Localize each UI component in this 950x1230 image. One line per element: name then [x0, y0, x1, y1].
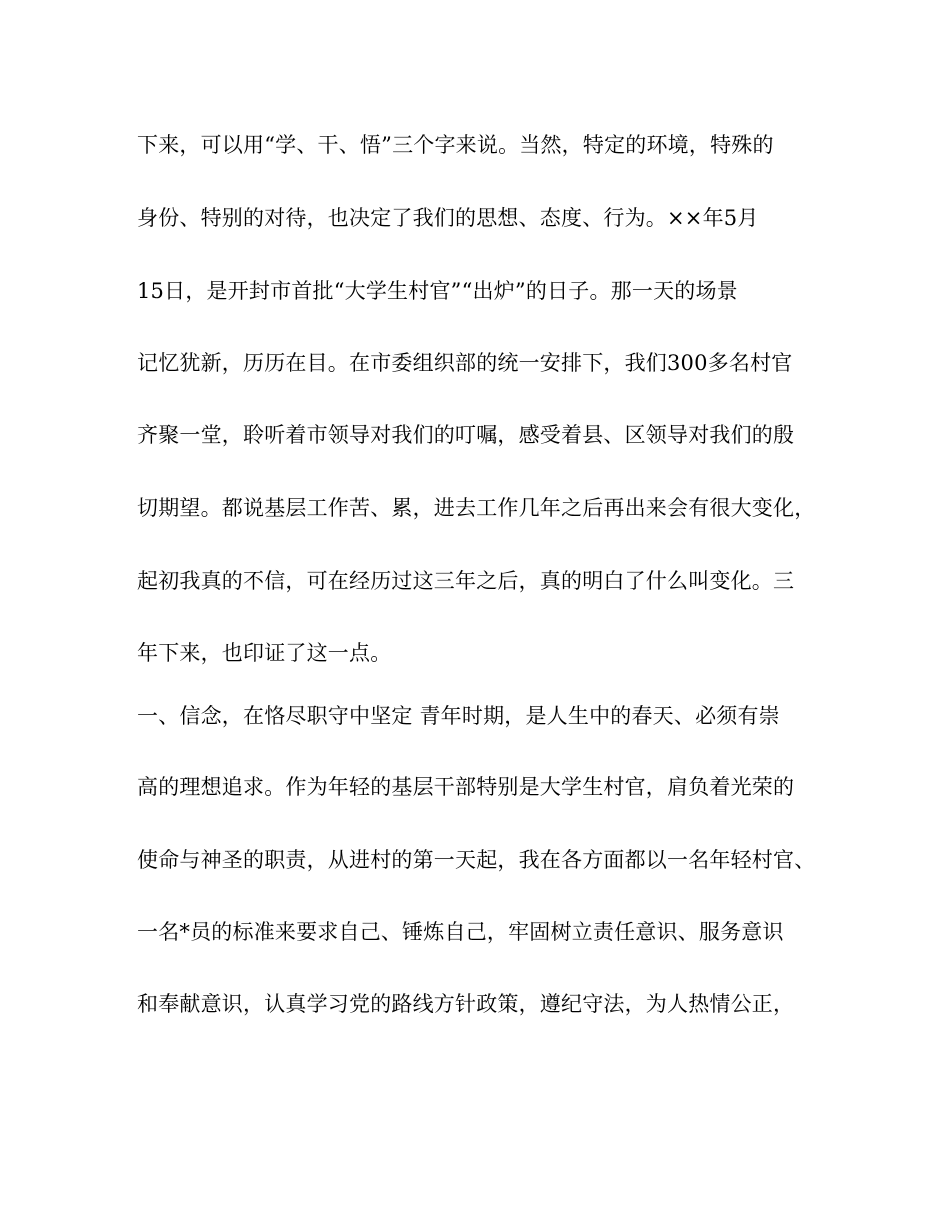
- text-line: 记忆犹新，历历在目。在市委组织部的统一安排下，我们300多名村官: [137, 351, 793, 375]
- section-heading-line: 一、信念，在恪尽职守中坚定 青年时期，是人生中的春天、必须有崇: [137, 704, 780, 728]
- text-line: 一名*员的标准来要求自己、锤炼自己，牢固树立责任意识、服务意识: [137, 920, 784, 944]
- text-line: 年下来，也印证了这一点。: [137, 641, 392, 665]
- text-line: 齐聚一堂，聆听着市领导对我们的叮嘱，感受着县、区领导对我们的殷: [137, 423, 795, 447]
- text-line: 下来，可以用“学、干、悟”三个字来说。当然，特定的环境，特殊的: [137, 133, 774, 157]
- text-line: 15日，是开封市首批“大学生村官”“出炉”的日子。那一天的场景: [137, 279, 738, 303]
- text-line: 起初我真的不信，可在经历过这三年之后，真的明白了什么叫变化。三: [137, 569, 795, 593]
- text-line: 和奉献意识，认真学习党的路线方针政策，遵纪守法，为人热情公正，: [137, 992, 795, 1016]
- text-line: 身份、特别的对待，也决定了我们的思想、态度、行为。××年5月: [137, 206, 759, 230]
- text-line: 切期望。都说基层工作苦、累，进去工作几年之后再出来会有很大变化，: [137, 496, 816, 520]
- text-line: 使命与神圣的职责，从进村的第一天起，我在各方面都以一名年轻村官、: [137, 848, 816, 872]
- text-line: 高的理想追求。作为年轻的基层干部特别是大学生村官，肩负着光荣的: [137, 775, 795, 799]
